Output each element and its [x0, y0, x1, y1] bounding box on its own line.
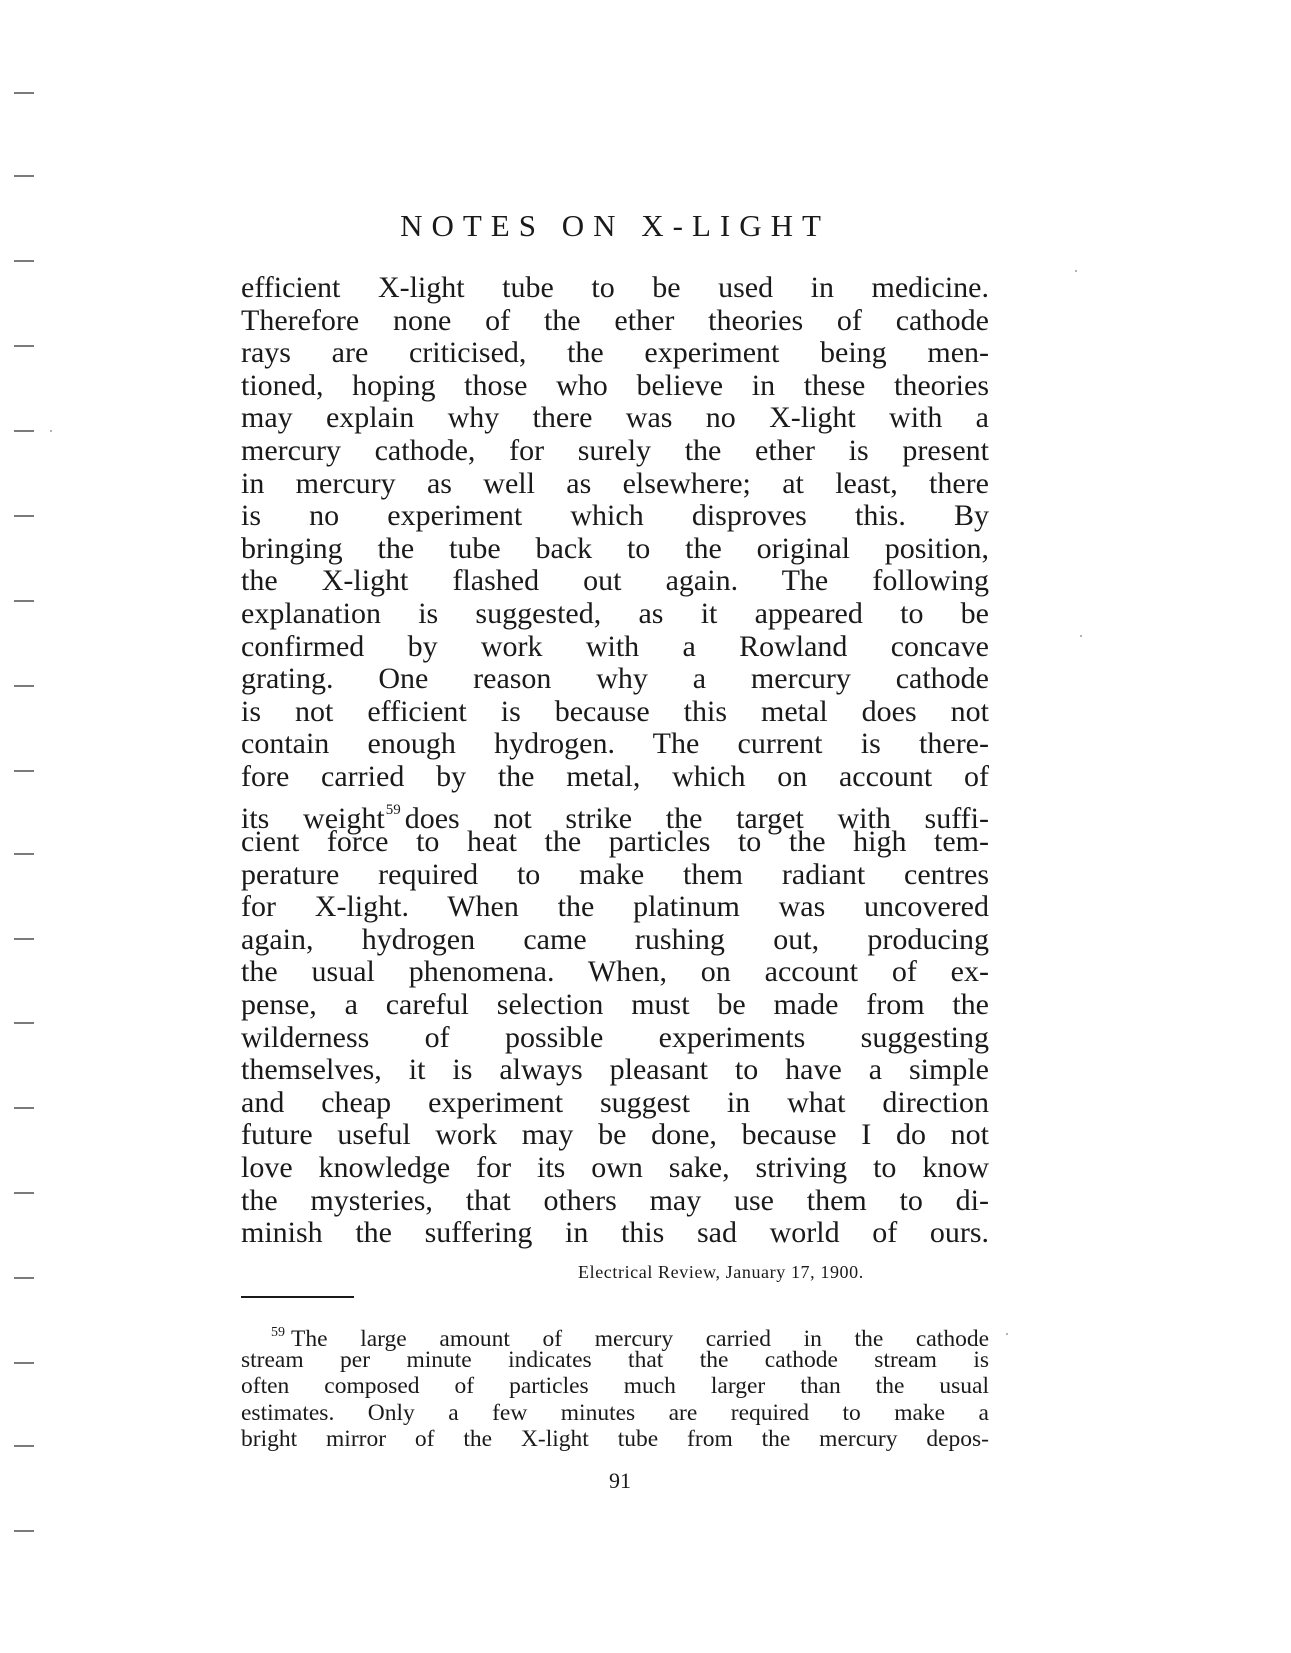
margin-mark [14, 1445, 34, 1447]
margin-mark [14, 600, 34, 602]
text-line: and cheap experiment suggest in what direction [241, 1085, 989, 1119]
footnote-line: stream per minute indicates that the cathode stream is [241, 1346, 989, 1373]
text-line: love knowledge for its own sake, striving to know [241, 1151, 989, 1185]
footnote-line: bright mirror of the X-light tube from the mercury depos- [241, 1426, 989, 1452]
text-line: perature required to make them radiant centres [241, 857, 989, 891]
footnote-divider [241, 1296, 354, 1298]
text-line: themselves, it is always pleasant to have a simple [241, 1053, 989, 1087]
text-line: may explain why there was no X-light with a [241, 401, 989, 435]
text-line: minish the suffering in this sad world of ours. [241, 1216, 989, 1250]
text-line: grating. One reason why a mercury cathode [241, 662, 989, 696]
text-line: tioned, hoping those who believe in these theories [241, 368, 989, 402]
footnote-text: The large amount of mercury carried in the cathode [291, 1326, 989, 1352]
text-line: the mysteries, that others may use them to di- [241, 1183, 989, 1217]
footnote [241, 1320, 989, 1453]
margin-mark [14, 1192, 34, 1194]
paper-speck [1080, 635, 1082, 637]
page-number: 91 [609, 1468, 631, 1493]
margin-mark [14, 175, 34, 177]
footnote-line: estimates. Only a few minutes are required to make a [241, 1399, 989, 1426]
text-line: is no experiment which disproves this. By [241, 499, 989, 533]
footnote-line: often composed of particles much larger than the usual [241, 1373, 989, 1399]
text-line: pense, a careful selection must be made from the [241, 988, 989, 1022]
margin-mark [14, 938, 34, 940]
text-line: wilderness of possible experiments suggesting [241, 1020, 989, 1054]
text-line: in mercury as well as elsewhere; at least, there [241, 466, 989, 500]
text-line-with-footnote-ref [241, 794, 989, 835]
text-line: for X-light. When the platinum was uncovered [241, 890, 989, 924]
margin-mark [14, 1362, 34, 1364]
margin-mark [14, 853, 34, 855]
paper-speck [1006, 1333, 1008, 1335]
margin-mark [14, 685, 34, 687]
margin-mark [14, 345, 34, 347]
margin-mark [14, 770, 34, 772]
text-segment: does not strike the target with suffi- [404, 801, 989, 835]
text-line: rays are criticised, the experiment being men- [241, 336, 989, 370]
margin-mark [14, 260, 34, 262]
paper-speck [50, 430, 52, 432]
text-line: Therefore none of the ether theories of cathode [241, 303, 989, 337]
running-head: NOTES ON X-LIGHT [400, 208, 830, 243]
binding-margin-marks [14, 0, 38, 1653]
text-line: explanation is suggested, as it appeared to be [241, 596, 989, 630]
text-line: again, hydrogen came rushing out, producing [241, 922, 989, 956]
margin-mark [14, 92, 34, 94]
margin-mark [14, 1277, 34, 1279]
margin-mark [14, 1022, 34, 1024]
text-line: confirmed by work with a Rowland concave [241, 629, 989, 663]
text-line: future useful work may be done, because I do not [241, 1118, 989, 1152]
text-line: is not efficient is because this metal does not [241, 694, 989, 728]
margin-mark [14, 1530, 34, 1532]
footnote-line [241, 1320, 989, 1352]
paper-speck [1075, 270, 1077, 272]
text-line: fore carried by the metal, which on account of [241, 759, 989, 793]
margin-mark [14, 515, 34, 517]
body-text [241, 272, 989, 1250]
margin-mark [14, 430, 34, 432]
text-line: the usual phenomena. When, on account of ex- [241, 955, 989, 989]
text-line: the X-light flashed out again. The following [241, 564, 989, 598]
text-segment: its weight [241, 801, 385, 835]
text-line: bringing the tube back to the original position, [241, 531, 989, 565]
text-line: cient force to heat the particles to the high tem- [241, 825, 989, 859]
source-citation: Electrical Review, January 17, 1900. [578, 1262, 864, 1282]
footnote-number: 59 [271, 1325, 285, 1340]
text-line: efficient X-light tube to be used in medicine. [241, 271, 989, 304]
text-line: mercury cathode, for surely the ether is present [241, 433, 989, 467]
footnote-reference[interactable]: 59 [385, 801, 401, 818]
text-line: contain enough hydrogen. The current is there- [241, 727, 989, 761]
margin-mark [14, 1107, 34, 1109]
